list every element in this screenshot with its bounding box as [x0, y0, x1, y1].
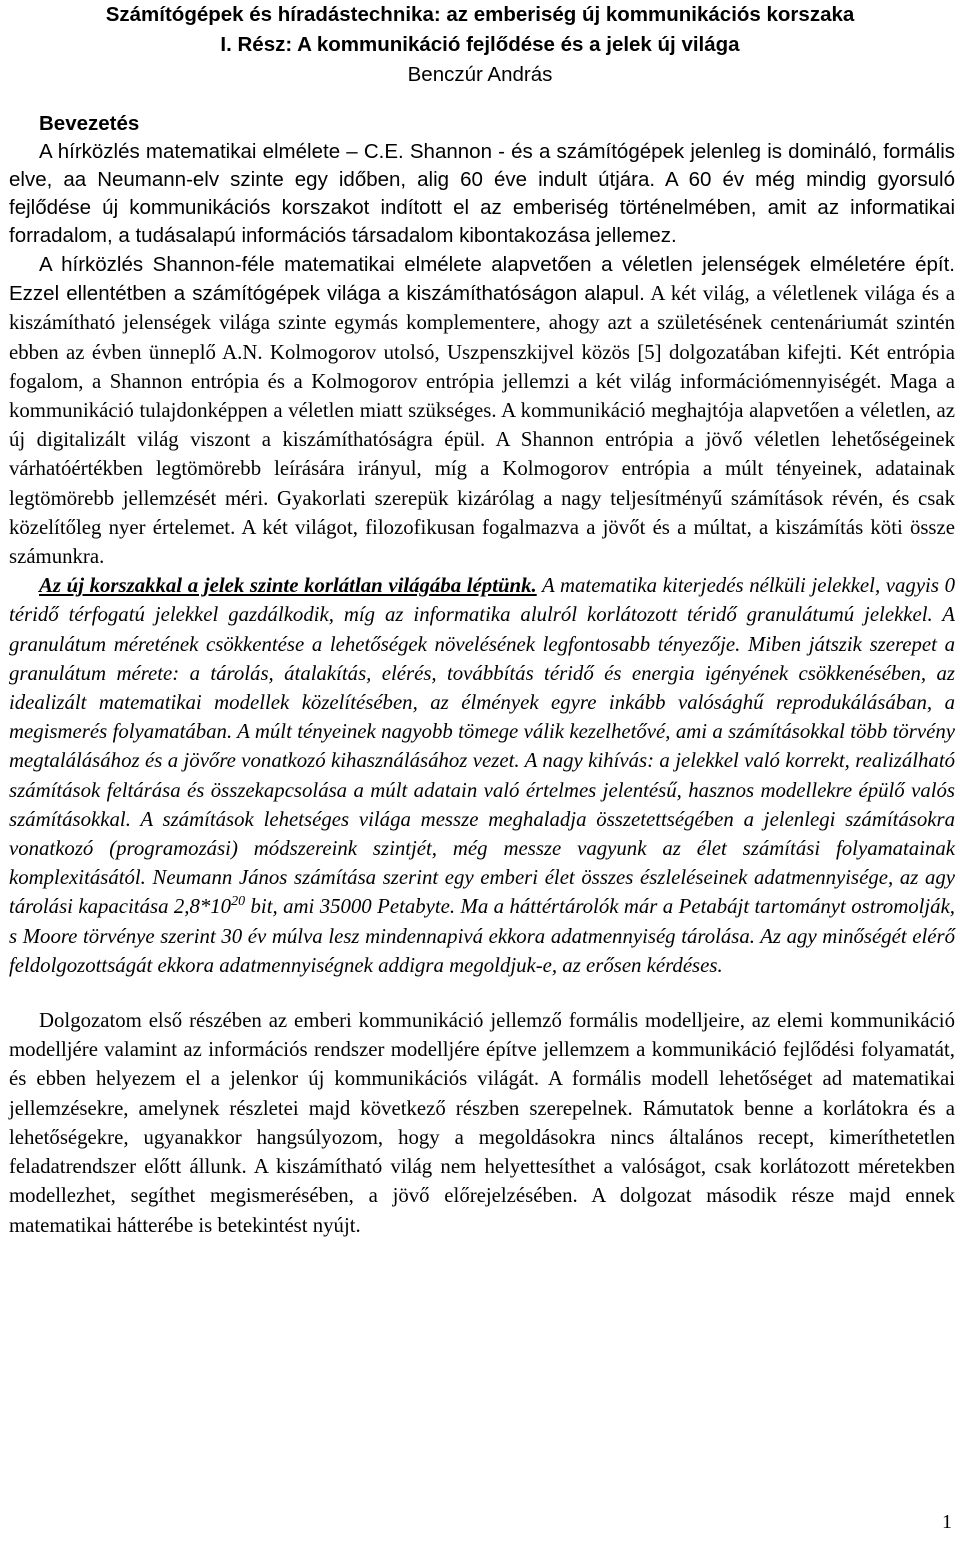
title-block — [0, 0, 960, 90]
exponent: 20 — [231, 894, 246, 910]
paragraph-new-era — [9, 571, 955, 980]
body-text — [9, 138, 955, 1240]
paragraph-shannon-text: A két világ, a véletlenek világa és a kiszámítható jelenségek világa szinte egymás komplementere, ahogy azt a születésének centenáriumát szintén ebben az évben ünneplő A.N. Kolmogorov utolsó, Uszpenszkijvel közös [5] dolgozatában kifejti. Két entrópia fogalom, a Shannon entrópia és a Kolmogorov entrópia jellemzi a két világ információmennyiségét. Maga a kommunikáció tulajdonképpen a véletlen miatt szükséges. A kommunikáció meghajtója alapvetően a véletlen, az új digitalizált világ viszont a kiszámíthatóságra épül. A Shannon entrópia a jövő véletlen lehetőségeinek várhatóértékben legtömörebb leírására irányul, míg a Kolmogorov entrópia a múlt tényeinek, adatainak legtömörebb jellemzését méri. Gyakorlati szerepük kizárólag a nagy teljesítményű számítások révén, és csak közelítőleg nyer értelemet. A két világot, filozofikusan fogalmazva a jövőt és a múltat, a kiszámítás köti össze számunkra. — [9, 282, 955, 569]
document-subtitle: I. Rész: A kommunikáció fejlődése és a jelek új világa — [220, 33, 740, 56]
paragraph-intro-text: A hírközlés matematikai elmélete – C.E. Shannon - és a számítógépek jelenleg is domináló, formális elve, aa Neumann-elv szinte egy időben, alig 60 éve indult útjára. A 60 év még mindig gyorsuló fejlődése új kommunikációs korszakot indított el az emberiség történelmében, amit az informatikai forradalom, a tudásalapú információs társadalom kibontakozása jellemez. — [9, 140, 955, 247]
paragraph-intro — [9, 138, 955, 250]
paragraph-outline — [9, 1006, 955, 1240]
page-number: 1 — [942, 1511, 952, 1533]
author-name: Benczúr András — [407, 63, 553, 86]
paragraph-shannon — [9, 250, 955, 571]
paragraph-shannon-lead: A hírközlés Shannon-féle matematikai elmélete alapvetően a véletlen jelenségek elméletére épít. Ezzel ellentétben a számítógépek világa a kiszámíthatóságon alapul. — [9, 253, 955, 306]
paragraph-outline-text: Dolgozatom első részében az emberi kommunikáció jellemző formális modelljeire, az elemi kommunikáció modelljére valamint az információs rendszer modelljére építve jellemzem a kommunikáció fejlődési folyamatát, és ebben helyezem el a jelenkor új kommunikációs világát. A formális modell lehetőséget ad matematikai jellemzésekre, amelynek részletei majd következő részben szerepelnek. Rámutatok benne a korlátokra és a lehetőségekre, ugyanakkor hangsúlyozom, hogy a megoldásokra nincs általános recept, kimeríthetetlen feladatrendszer előtt állunk. A kiszámítható világ nem helyettesíthet a valóságot, csak korlátozott méretekben modellezhet, segíthet megismerésében, a jövő előrejelzésében. A dolgozat második része majd ennek matematikai hátterébe is betekintést nyújt. — [9, 1009, 955, 1237]
paragraph-new-era-lead: Az új korszakkal a jelek szinte korlátlan világába léptünk. — [39, 574, 537, 598]
document-title: Számítógépek és híradástechnika: az emberiség új kommunikációs korszaka — [105, 3, 855, 26]
section-heading: Bevezetés — [39, 112, 140, 135]
paragraph-new-era-text-end: bit, ami 35000 Petabyte. Ma a háttértárolók már a Petabájt tartományt ostromolják, s Moore törvénye szerint 30 év múlva lesz mindennapivá ekkora adatmennyiség tárolása. Az agy minőségét elérő feldolgozottságát ekkora adatmennyiségnek addigra megoldjuk-e, az erősen kérdéses. — [9, 895, 956, 977]
paragraph-new-era-text: A matematika kiterjedés nélküli jelekkel, vagyis 0 téridő térfogatú jelekkel gazdálkodik, míg az informatika alulról korlátozott téridő granulátumú jelekkel. A granulátum méretének csökkentése a lehetőségek növelésének legfontosabb tényezője. Miben játszik szerepet a granulátum mérete: a tárolás, átalakítás, elérés, továbbítás téridő és energia igényének csökkenésében, az idealizált matematikai modellek közelítésében, az élmények egyre inkább valósághű reprodukálásában, a megismerés folyamatában. A múlt tényeinek nagyobb tömege válik kezelhetővé, ami a számításokkal több törvény megtalálásához és a jövőre vonatkozó kihasználásához vezet. A nagy kihívás: a jelekkel való korrekt, realizálható számítások feltárása és összekapcsolása a múlt adatain való értelmes jelentésű, hasznos modellekre épülő valós számításokkal. A számítások lehetséges világa messze meghaladja összetettségében a jelenlegi számításokra vonatkozó (programozási) módszereink szintjét, még messze vagyunk az élet számítási folyamatainak komplexitásától. Neumann János számítása szerint egy emberi élet összes észleléseinek adatmennyisége, az agy tárolási kapacitása 2,8*10 — [9, 574, 955, 919]
